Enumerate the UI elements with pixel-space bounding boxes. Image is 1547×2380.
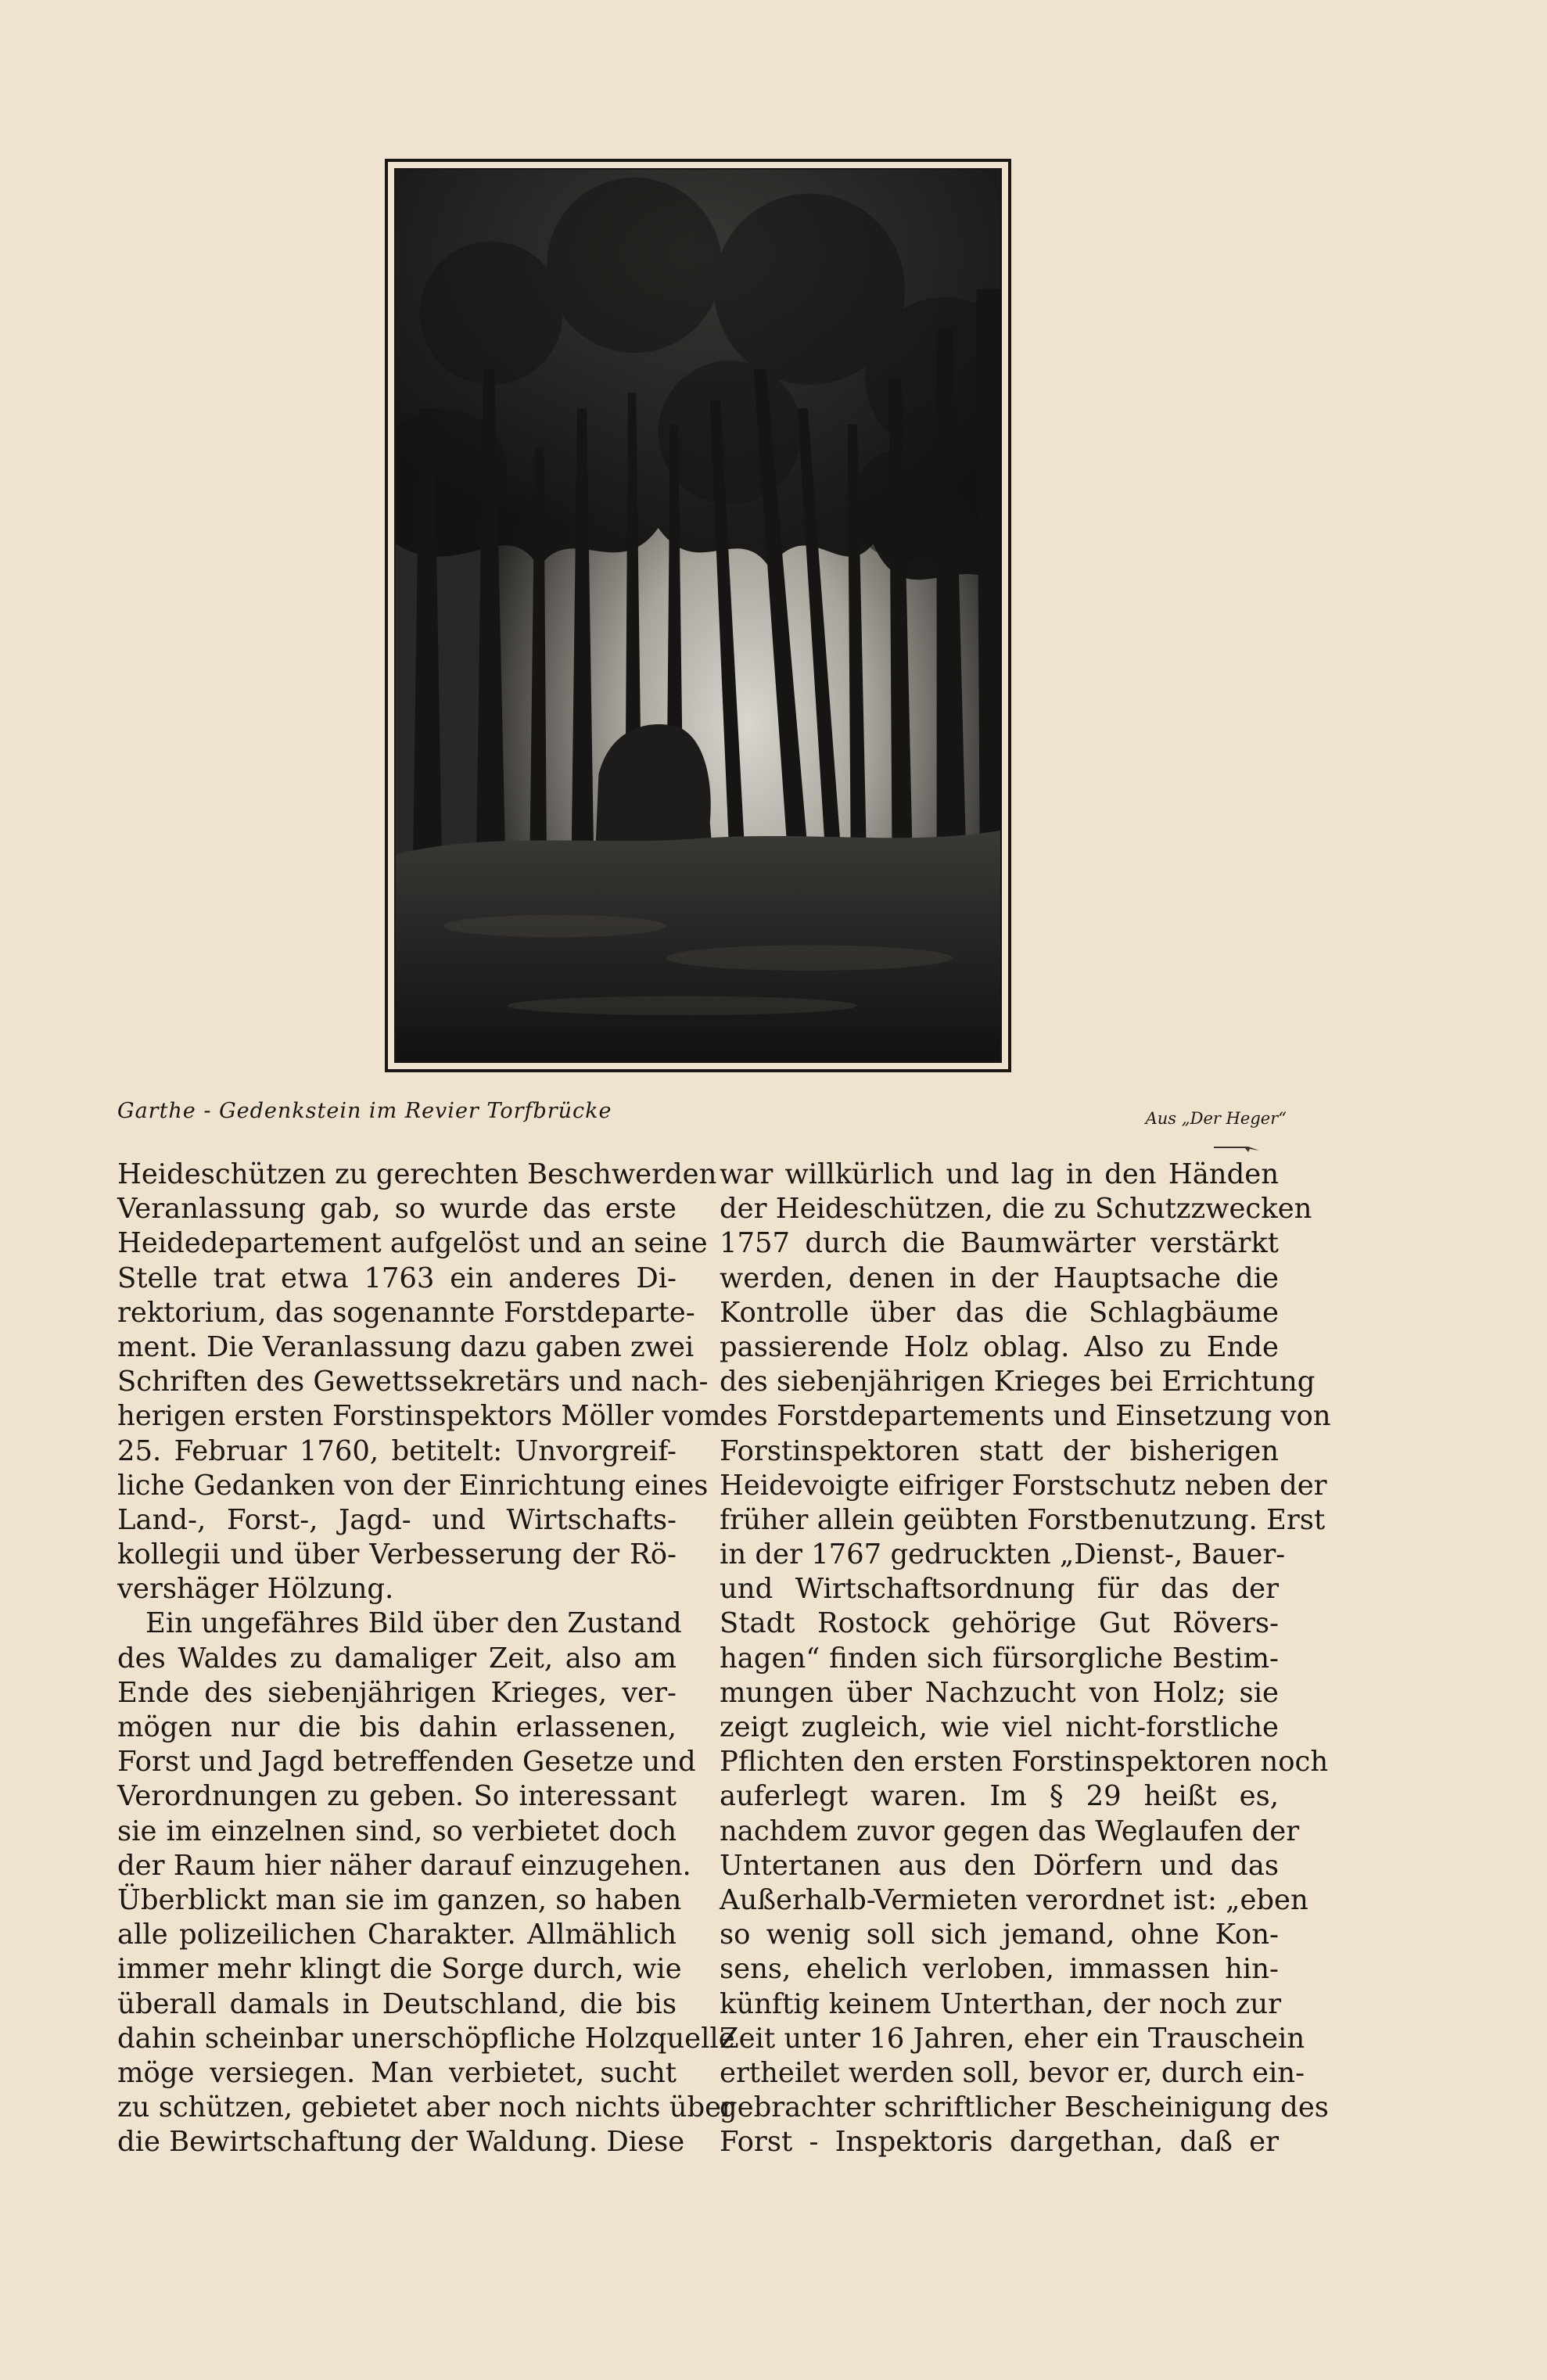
- text-line: Veranlassung gab, so wurde das erste: [117, 1193, 677, 1226]
- text-line: gebrachter schriftlicher Bescheinigung des: [720, 2091, 1329, 2124]
- text-line: ertheilet werden soll, bevor er, durch ein-: [720, 2056, 1305, 2089]
- text-line: vershäger Hölzung.: [117, 1573, 394, 1606]
- text-line: auferlegt waren. Im § 29 heißt es,: [720, 1780, 1279, 1813]
- text-line: alle polizeilichen Charakter. Allmählich: [117, 1919, 677, 1951]
- text-line: so wenig soll sich jemand, ohne Kon-: [720, 1919, 1279, 1951]
- forest-photograph-frame: [385, 159, 1011, 1072]
- text-line: ment. Die Veranlassung dazu gaben zwei: [117, 1330, 695, 1363]
- text-line: der Raum hier näher darauf einzugehen.: [117, 1849, 691, 1882]
- text-line: passierende Holz oblag. Also zu Ende: [720, 1330, 1279, 1363]
- text-line: Zeit unter 16 Jahren, eher ein Trauschein: [720, 2022, 1305, 2055]
- text-line: Schriften des Gewettssekretärs und nach-: [117, 1366, 709, 1398]
- forest-photograph: [394, 168, 1002, 1063]
- text-line: Außerhalb-Vermieten verordnet ist: „eben: [720, 1883, 1308, 1916]
- text-line: mungen über Nachzucht von Holz; sie: [720, 1676, 1279, 1709]
- text-line: zu schützen, gebietet aber noch nichts über: [117, 2091, 735, 2124]
- text-line: sie im einzelnen sind, so verbietet doch: [117, 1815, 677, 1847]
- text-line: Stelle trat etwa 1763 ein anderes Di-: [117, 1262, 677, 1294]
- text-line: Untertanen aus den Dörfern und das: [720, 1849, 1279, 1882]
- text-line: kollegii und über Verbesserung der Rö-: [117, 1538, 677, 1571]
- text-line: dahin scheinbar unerschöpfliche Holzquelle: [117, 2022, 735, 2055]
- text-line: möge versiegen. Man verbietet, sucht: [117, 2056, 677, 2089]
- text-line: immer mehr klingt die Sorge durch, wie: [117, 1953, 682, 1986]
- text-line: früher allein geübten Forstbenutzung. Erst: [720, 1503, 1326, 1536]
- text-line: Forst und Jagd betreffenden Gesetze und: [117, 1746, 696, 1779]
- ink-mark-icon: [1214, 1144, 1259, 1152]
- text-line: Pflichten den ersten Forstinspektoren noch: [720, 1746, 1329, 1779]
- text-line: des siebenjährigen Krieges bei Errichtung: [720, 1366, 1315, 1398]
- text-line: rektorium, das sogenannte Forstdeparte-: [117, 1296, 695, 1329]
- text-line: zeigt zugleich, wie viel nicht-forstliche: [720, 1711, 1279, 1743]
- text-line: überall damals in Deutschland, die bis: [117, 1987, 677, 2020]
- text-line: nachdem zuvor gegen das Weglaufen der: [720, 1815, 1300, 1847]
- text-line: mögen nur die bis dahin erlassenen,: [117, 1711, 677, 1743]
- text-line: liche Gedanken von der Einrichtung eines: [117, 1469, 709, 1502]
- text-line: Kontrolle über das die Schlagbäume: [720, 1296, 1279, 1329]
- text-line: die Bewirtschaftung der Waldung. Diese: [117, 2126, 685, 2159]
- figure-credit: Aus „Der Heger“: [1145, 1109, 1287, 1128]
- text-line: werden, denen in der Hauptsache die: [720, 1262, 1279, 1294]
- text-line: 1757 durch die Baumwärter verstärkt: [720, 1227, 1279, 1260]
- text-line: Ein ungefähres Bild über den Zustand: [145, 1607, 682, 1640]
- left-text-column: [117, 1158, 735, 2159]
- text-line: des Waldes zu damaliger Zeit, also am: [117, 1642, 677, 1675]
- text-line: der Heideschützen, die zu Schutzzwecken: [720, 1193, 1312, 1226]
- text-line: war willkürlich und lag in den Händen: [720, 1158, 1279, 1190]
- figure-caption: Garthe - Gedenkstein im Revier Torfbrücke: [117, 1099, 612, 1123]
- forest-photograph-image: [396, 170, 1000, 1061]
- text-line: Heidevoigte eifriger Forstschutz neben der: [720, 1469, 1327, 1502]
- text-line: Heideschützen zu gerechten Beschwerden: [117, 1158, 717, 1190]
- text-line: Forstinspektoren statt der bisherigen: [720, 1434, 1279, 1467]
- right-text-column: [720, 1158, 1331, 2159]
- text-line: Verordnungen zu geben. So interessant: [117, 1780, 677, 1813]
- text-line: des Forstdepartements und Einsetzung von: [720, 1400, 1331, 1433]
- text-line: sens, ehelich verloben, immassen hin-: [720, 1953, 1279, 1986]
- text-line: Stadt Rostock gehörige Gut Rövers-: [720, 1607, 1279, 1640]
- text-line: Überblickt man sie im ganzen, so haben: [117, 1883, 682, 1916]
- text-line: 25. Februar 1760, betitelt: Unvorgreif-: [117, 1434, 677, 1467]
- text-line: Ende des siebenjährigen Krieges, ver-: [117, 1676, 677, 1709]
- text-line: herigen ersten Forstinspektors Möller vom: [117, 1400, 721, 1433]
- text-line: in der 1767 gedruckten „Dienst-, Bauer-: [720, 1538, 1286, 1571]
- text-line: Land-, Forst-, Jagd- und Wirtschafts-: [117, 1503, 677, 1536]
- text-line: und Wirtschaftsordnung für das der: [720, 1573, 1279, 1606]
- text-line: künftig keinem Unterthan, der noch zur: [720, 1987, 1282, 2020]
- text-line: Heidedepartement aufgelöst und an seine: [117, 1227, 708, 1260]
- text-line: hagen“ finden sich fürsorgliche Bestim-: [720, 1642, 1279, 1675]
- text-line: Forst - Inspektoris dargethan, daß er: [720, 2126, 1279, 2159]
